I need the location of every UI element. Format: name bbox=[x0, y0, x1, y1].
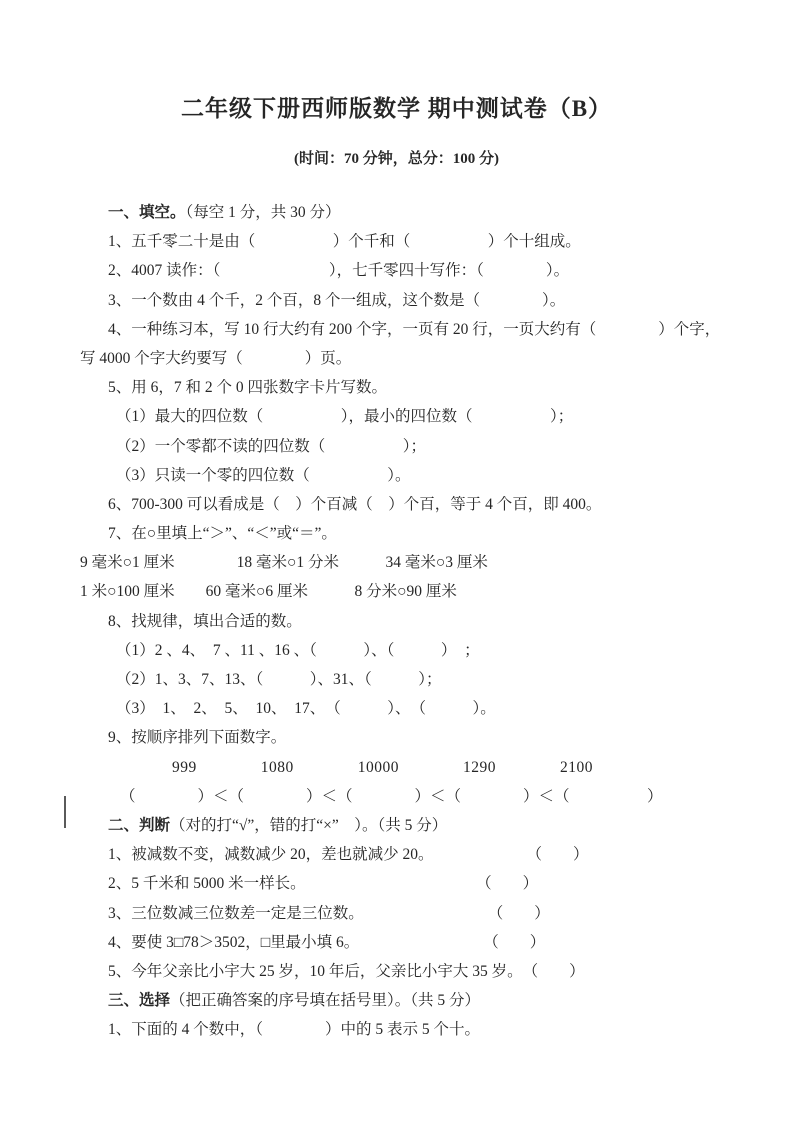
q7-line bbox=[80, 519, 723, 548]
q4-line-2 bbox=[80, 344, 723, 373]
q8-line bbox=[80, 607, 723, 636]
section-2-heading-rest: （对的打“√”，错的打“×” ）。（共 5 分） bbox=[170, 816, 448, 834]
q4-line-1 bbox=[80, 315, 723, 344]
q8-sub2 bbox=[80, 665, 723, 694]
line-text: 1、五千零二十是由（ ）个千和（ ）个十组成。 bbox=[108, 233, 581, 251]
q2-line bbox=[80, 256, 723, 285]
line-text: 1、下面的 4 个数中，（ ）中的 5 表示 5 个十。 bbox=[108, 1021, 481, 1039]
line-text: 6、700-300 可以看成是（ ）个百减（ ）个百，等于 4 个百，即 400。 bbox=[108, 495, 602, 513]
judge-4-line bbox=[80, 928, 723, 957]
line-text: 2、5 千米和 5000 米一样长。 （ ） bbox=[108, 875, 539, 893]
line-text: （2）1、3、7、13、（ ）、31、（ ）； bbox=[116, 671, 442, 688]
judge-5-line bbox=[80, 957, 723, 986]
line-text: 5、用 6，7 和 2 个 0 四张数字卡片写数。 bbox=[108, 379, 388, 397]
line-text: （2）一个零都不读的四位数（ ）； bbox=[116, 437, 427, 455]
section-2-heading-bold: 二、判断 bbox=[108, 816, 171, 834]
line-text: 5、今年父亲比小宇大 25 岁，10 年后，父亲比小宇大 35 岁。 （ ） bbox=[108, 962, 585, 980]
q9-line bbox=[80, 723, 723, 752]
section-1-heading-bold: 一、填空。 bbox=[108, 204, 186, 221]
line-text: 2、4007 读作：（ ），七千零四十写作：（ ）。 bbox=[108, 262, 570, 280]
paper-title: 二年级下册西师版数学 期中测试卷（B） bbox=[180, 96, 613, 121]
section-2-heading bbox=[80, 811, 723, 840]
q5-sub2 bbox=[80, 432, 723, 461]
judge-2-line bbox=[80, 869, 723, 898]
line-text: 写 4000 个字大约要写（ ）页。 bbox=[80, 349, 352, 367]
q9-answer-row bbox=[80, 782, 723, 811]
margin-change-bar bbox=[64, 796, 66, 828]
q5-sub3 bbox=[80, 461, 723, 490]
line-text: 8、找规律，填出合适的数。 bbox=[108, 612, 302, 630]
q3-line bbox=[80, 286, 723, 315]
choice-1-line bbox=[80, 1015, 723, 1044]
paper-meta: (时间：70 分钟，总分：100 分) bbox=[294, 151, 499, 167]
judge-3-line bbox=[80, 899, 723, 928]
line-text: 3、一个数由 4 个千，2 个百，8 个一组成，这个数是（ ）。 bbox=[108, 291, 566, 309]
line-text: （3） 1、 2、 5、 10、 17、 （ ）、 （ ）。 bbox=[116, 700, 496, 718]
line-text: （1）最大的四位数（ ），最小的四位数（ ）； bbox=[116, 408, 574, 426]
line-text: 4、一种练习本，写 10 行大约有 200 个字，一页有 20 行，一页大约有（ ）个字， bbox=[108, 320, 721, 338]
line-text: 9、按顺序排列下面数字。 bbox=[108, 729, 287, 747]
line-text: 9 毫米○1 厘米 18 毫米○1 分米 34 毫米○3 厘米 bbox=[80, 554, 488, 572]
line-text: 1、被减数不变，减数减少 20，差也就减少 20。 （ ） bbox=[108, 846, 589, 864]
q7-compare-row-2 bbox=[80, 577, 723, 606]
judge-1-line bbox=[80, 840, 723, 869]
q8-sub3 bbox=[80, 694, 723, 723]
q7-compare-row-1 bbox=[80, 548, 723, 577]
line-text: 7、在○里填上“＞”、“＜”或“＝”。 bbox=[108, 525, 337, 543]
line-text: （1）2 、4、 7 、11 、16 、（ ）、（ ） ； bbox=[116, 641, 480, 659]
q5-line bbox=[80, 373, 723, 402]
q9-numbers-row bbox=[80, 753, 723, 782]
line-text: 999 1080 10000 1290 2100 bbox=[172, 758, 594, 776]
line-text: 3、三位数减三位数差一定是三位数。 （ ） bbox=[108, 904, 550, 922]
section-3-heading-rest: （把正确答案的序号填在括号里）。（共 5 分） bbox=[170, 992, 481, 1010]
section-1-heading-rest: （每空 1 分，共 30 分） bbox=[185, 204, 341, 221]
q6-line bbox=[80, 490, 723, 519]
paper-body bbox=[80, 198, 723, 1044]
line-text: 4、要使 3□78＞3502，□里最小填 6。 （ ） bbox=[108, 933, 546, 951]
q8-sub1 bbox=[80, 636, 723, 665]
line-text: （3）只读一个零的四位数（ ）。 bbox=[116, 466, 411, 484]
section-3-heading-bold: 三、选择 bbox=[108, 992, 171, 1010]
q5-sub1 bbox=[80, 402, 723, 431]
q1-line bbox=[80, 227, 723, 256]
section-3-heading bbox=[80, 986, 723, 1015]
line-text: 1 米○100 厘米 60 毫米○6 厘米 8 分米○90 厘米 bbox=[80, 583, 457, 601]
line-text: （ ）＜（ ）＜（ ）＜（ ）＜（ ） bbox=[120, 787, 663, 805]
section-1-heading bbox=[80, 198, 723, 227]
